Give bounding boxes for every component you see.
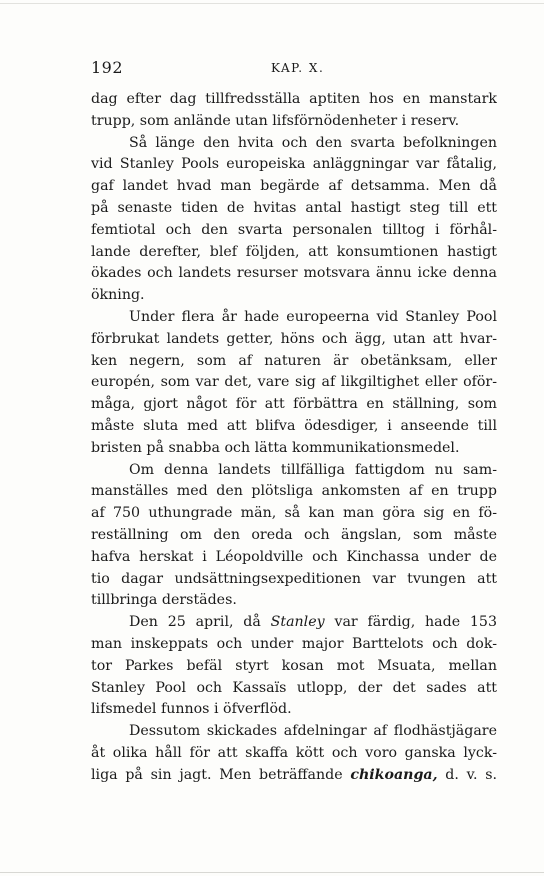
text-line: gaf landet hvad man begärde af detsamma. Men då	[91, 178, 497, 195]
page-header	[91, 58, 493, 80]
text-line	[91, 612, 497, 634]
text-line: Så länge den hvita och den svarta befolkningen	[129, 134, 497, 151]
paragraph-2	[91, 133, 497, 307]
text-segment: Den 25 april, då	[129, 614, 261, 631]
text-line: man inskeppats och under major Barttelots och dok-	[91, 635, 497, 652]
text-line: tio dagar undsättningsexpeditionen var tvungen att	[91, 570, 497, 587]
text-line: europén, som var det, vare sig af likgiltighet eller oför-	[91, 374, 497, 391]
text-line: tor Parkes befäl styrt kosan mot Msuata, mellan	[91, 657, 497, 674]
text-line: manställes med den plötsliga ankomsten af en trupp	[91, 483, 497, 500]
text-line	[91, 765, 497, 787]
paragraph-3	[91, 307, 497, 460]
text-line: Under flera år hade europeerna vid Stanley Pool	[129, 308, 497, 325]
text-line: ökades och landets resurser motsvara ännu icke denna	[91, 265, 497, 282]
bottom-edge-rule	[0, 872, 544, 873]
text-line: vid Stanley Pools europeiska anläggningar var fåtalig,	[91, 156, 497, 173]
top-edge-rule	[0, 3, 544, 4]
text-line: ökning.	[91, 287, 145, 304]
page-number: 192	[91, 58, 124, 77]
text-line: måga, gjort något för att förbättra en ställning, som	[91, 396, 497, 413]
paragraph-5	[91, 612, 497, 721]
text-segment: liga på sin jagt. Men beträffande	[91, 766, 343, 783]
text-line: trupp, som anlände utan lifsförnödenheter i reserv.	[91, 112, 460, 129]
text-line: lifsmedel funnos i öfverflöd.	[91, 701, 292, 718]
text-line: ken negern, som af naturen är obetänksam, eller	[91, 352, 497, 369]
italic-name: Stanley	[270, 614, 325, 631]
paragraph-1	[91, 89, 497, 133]
text-line: af 750 uthungrade män, så kan man göra sig en fö-	[91, 505, 497, 522]
text-line: bristen på snabba och lätta kommunikationsmedel.	[91, 439, 460, 456]
text-segment: d. v. s.	[445, 766, 497, 783]
text-line: på senaste tiden de hvitas antal hastigt steg till ett	[91, 199, 497, 216]
text-segment: var färdig, hade 153	[334, 614, 497, 631]
text-line: åt olika håll för att skaffa kött och voro ganska lyck-	[91, 744, 497, 761]
text-line: dag efter dag tillfredsställa aptiten hos en manstark	[91, 91, 497, 107]
paragraph-6	[91, 721, 497, 786]
text-line: lande derefter, blef följden, att konsumtionen hastigt	[91, 243, 497, 260]
paragraph-4	[91, 460, 497, 613]
chapter-heading: KAP. X.	[271, 61, 325, 75]
body-text	[91, 89, 497, 787]
text-line: reställning om den oreda och ängslan, som måste	[91, 526, 497, 543]
text-line: förbrukat landets getter, höns och ägg, utan att hvar-	[91, 330, 497, 347]
text-line: Om denna landets tillfälliga fattigdom nu sam-	[129, 461, 497, 478]
text-line: Dessutom skickades afdelningar af flodhästjägare	[129, 723, 497, 740]
text-line: hafva herskat i Léopoldville och Kinchassa under de	[91, 548, 497, 565]
text-line: Stanley Pool och Kassaïs utlopp, der det sades att	[91, 679, 497, 696]
text-line: femtiotal och den svarta personalen tilltog i förhål-	[91, 221, 497, 238]
text-line: måste sluta med att blifva ödesdiger, i anseende till	[91, 417, 497, 434]
text-line: tillbringa derstädes.	[91, 592, 237, 609]
italic-term: chikoanga,	[350, 766, 438, 783]
